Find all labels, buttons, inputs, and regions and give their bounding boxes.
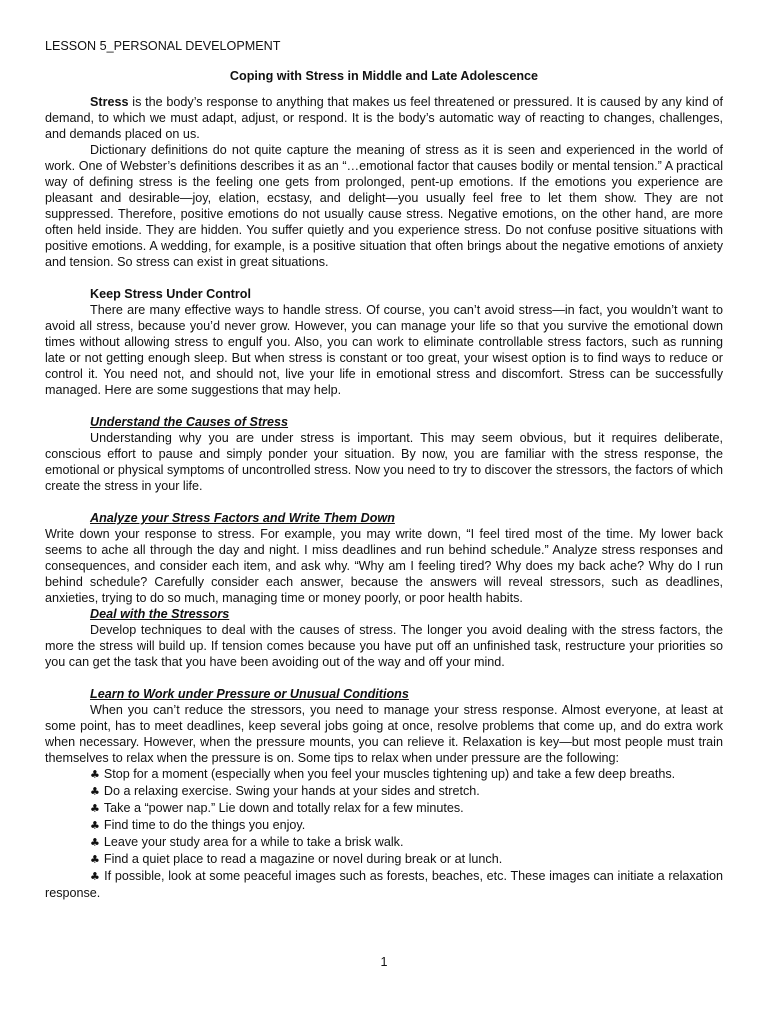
- club-bullet-icon: ♣: [90, 853, 100, 866]
- heading-deal-with-stressors: Deal with the Stressors: [90, 607, 230, 621]
- club-bullet-icon: ♣: [90, 819, 100, 832]
- heading-keep-stress-under-control: Keep Stress Under Control: [90, 287, 251, 301]
- intro-paragraph-1-text: is the body’s response to anything that makes us feel threatened or pressured. It is caused by any kind of demand, to which we must adapt, adjust, or respond. It is the body’s automatic way of reacting to changes, challenges, and demands placed on us.: [45, 95, 723, 141]
- club-bullet-icon: ♣: [90, 802, 100, 815]
- analyze-paragraph: Write down your response to stress. For example, you may write down, “I feel tired most of the time. My lower back seems to ache all through the day and night. I miss deadlines and run behind schedule.” Analyze stress responses and consequences, and consider each item, and ask why. “Why am I feeling tired? Why does my back ache? Why do I run behind schedule? Carefully consider each answer, because the answers will reveal stressors, such as deadlines, anxieties, trying to do so much, managing time or money poorly, or poor health habits.: [45, 527, 723, 605]
- club-bullet-icon: ♣: [90, 836, 100, 849]
- list-item: ♣ Do a relaxing exercise. Swing your hands at your sides and stretch.: [90, 784, 480, 798]
- control-paragraph: There are many effective ways to handle stress. Of course, you can’t avoid stress—in fact, you wouldn’t want to avoid all stress, because you’d never grow. However, you can manage your life so that you survive the emotional down times without allowing stress to engulf you. Also, you can work to eliminate controllable stress factors, such as running late or not getting enough sleep. But when stress is constant or too great, your wisest option is to find ways to reduce or control it. You need not, and should not, live your life in emotional stress and discomfort. Stress can be successfully managed. Here are some suggestions that may help.: [45, 303, 723, 397]
- deal-paragraph: Develop techniques to deal with the causes of stress. The longer you avoid dealing with the stress factors, the more the stress will build up. If tension comes because you have put off an unfinished task, restructure your priorities so you can get the task that you have been avoiding out of the way and off your mind.: [45, 623, 723, 669]
- club-bullet-icon: ♣: [90, 785, 100, 798]
- causes-paragraph: Understanding why you are under stress is important. This may seem obvious, but it requires deliberate, conscious effort to pause and simply ponder your situation. By now, you are familiar with the stress response, the emotional or physical symptoms of uncontrolled stress. Now you need to try to discover the stressors, the factors of which create the stress in your life.: [45, 431, 723, 493]
- list-item: ♣ Stop for a moment (especially when you feel your muscles tightening up) and take a few deep breaths.: [90, 767, 676, 781]
- pressure-paragraph: When you can’t reduce the stressors, you need to manage your stress response. Almost everyone, at least at some point, has to meet deadlines, keep several jobs going at once, resolve problems that come up, and do extra work when necessary. However, when the pressure mounts, you can relieve it. Relaxation is key—but most people must train themselves to relax when the pressure is on. Some tips to relax when under pressure are the following:: [45, 703, 723, 765]
- heading-understand-causes: Understand the Causes of Stress: [90, 415, 289, 429]
- intro-paragraph-1: [45, 94, 723, 142]
- list-item: ♣ Take a “power nap.” Lie down and totally relax for a few minutes.: [90, 801, 464, 815]
- list-item: ♣ If possible, look at some peaceful images such as forests, beaches, etc. These images can initiate a relaxation response.: [45, 869, 723, 900]
- heading-work-under-pressure: Learn to Work under Pressure or Unusual Conditions: [90, 687, 409, 701]
- heading-analyze-stress-factors: Analyze your Stress Factors and Write Them Down: [90, 511, 395, 525]
- stress-term: Stress: [90, 95, 129, 109]
- document-page: [45, 38, 723, 901]
- list-item: ♣ Find time to do the things you enjoy.: [90, 818, 306, 832]
- intro-paragraph-2: Dictionary definitions do not quite capture the meaning of stress as it is seen and experienced in the world of work. One of Webster’s definitions describes it as an “…emotional factor that causes bodily or mental tension.” A practical way of defining stress is the feeling one gets from prolonged, pent-up emotions. If the emotions you experience are pleasant and desirable—joy, elation, ecstasy, and delight—you usually feel free to let them show. They are not suppressed. Therefore, positive emotions do not usually cause stress. Negative emotions, on the other hand, are more often held inside. They are hidden. You suffer quietly and you experience stress. Do not confuse positive situations with positive emotions. A wedding, for example, is a positive situation that often brings about the negative emotions of anxiety and tension. So stress can exist in great situations.: [45, 143, 723, 269]
- relaxation-tips-list: [45, 766, 723, 901]
- club-bullet-icon: ♣: [90, 870, 101, 883]
- lesson-header: LESSON 5_PERSONAL DEVELOPMENT: [45, 39, 281, 53]
- page-number: 1: [380, 955, 388, 969]
- list-item: ♣ Leave your study area for a while to take a brisk walk.: [90, 835, 404, 849]
- list-item: ♣ Find a quiet place to read a magazine or novel during break or at lunch.: [90, 852, 503, 866]
- document-title: Coping with Stress in Middle and Late Adolescence: [229, 69, 539, 83]
- club-bullet-icon: ♣: [90, 768, 100, 781]
